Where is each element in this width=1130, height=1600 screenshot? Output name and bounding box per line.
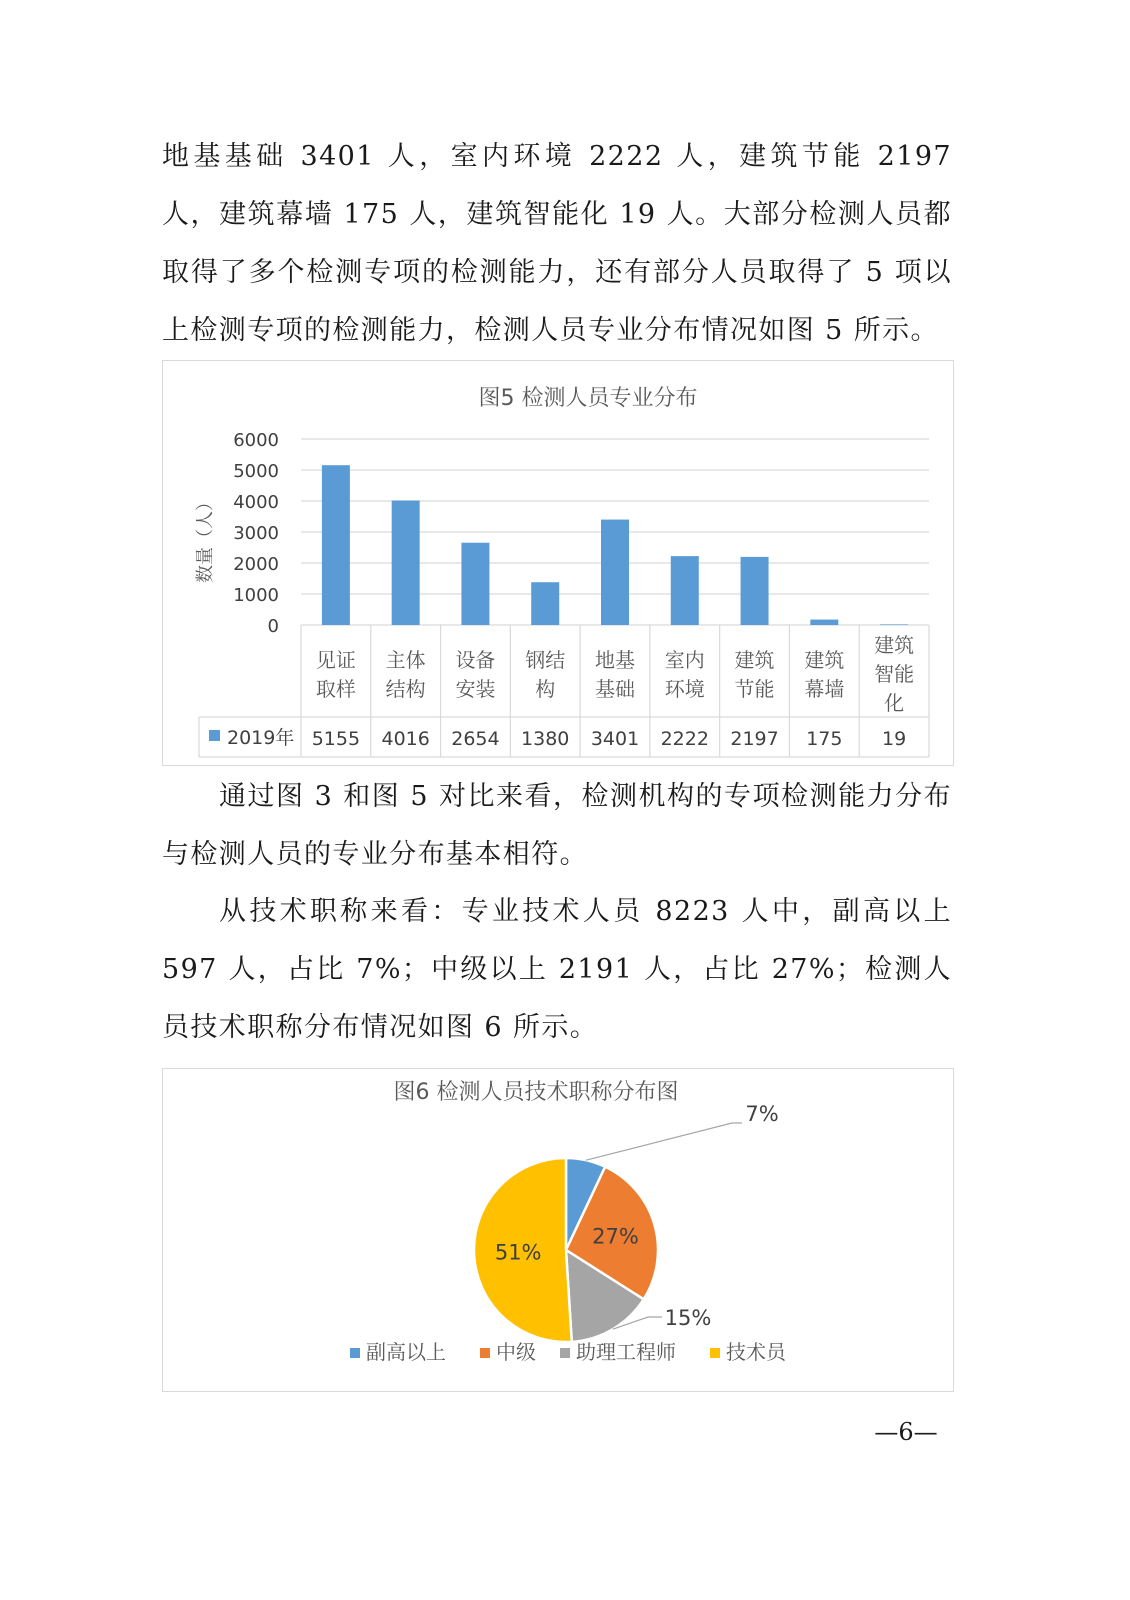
y-tick-label: 6000 <box>233 430 279 451</box>
category-label: 建筑 <box>804 648 845 672</box>
y-tick-label: 5000 <box>233 461 279 482</box>
data-table-value: 4016 <box>381 728 430 750</box>
data-table-value: 1380 <box>521 728 570 750</box>
category-label: 建筑 <box>874 633 915 657</box>
pie-data-label: 15% <box>664 1306 712 1330</box>
category-label: 幕墙 <box>804 677 845 701</box>
category-label: 构 <box>535 677 556 701</box>
y-tick-label: 4000 <box>233 492 279 513</box>
leader-line <box>586 1123 742 1160</box>
pie-data-label: 27% <box>592 1224 639 1249</box>
bar <box>531 582 559 625</box>
page-number: —6— <box>874 1418 938 1446</box>
legend-label: 中级 <box>496 1340 536 1364</box>
data-table-value: 2222 <box>660 728 709 750</box>
data-table-value: 175 <box>806 728 843 750</box>
category-label: 智能 <box>874 662 915 686</box>
data-table-value: 2197 <box>730 728 779 750</box>
y-tick-label: 1000 <box>233 585 279 606</box>
bar <box>461 543 489 625</box>
bar <box>601 520 629 625</box>
category-label: 结构 <box>385 677 426 701</box>
category-label: 室内 <box>664 648 705 672</box>
category-label: 节能 <box>734 677 775 701</box>
bar-chart-fig5 <box>162 360 954 766</box>
legend-swatch <box>480 1348 490 1358</box>
chart-title: 图6 检测人员技术职称分布图 <box>393 1080 679 1105</box>
category-label: 地基 <box>595 648 635 672</box>
category-label: 主体 <box>385 648 426 672</box>
category-label: 化 <box>884 691 905 715</box>
category-label: 钢结 <box>525 648 566 672</box>
pie-data-label: 51% <box>494 1240 542 1265</box>
pie-chart-fig6 <box>162 1068 954 1392</box>
legend-label: 技术员 <box>726 1340 786 1364</box>
bar <box>741 557 769 625</box>
legend-label: 副高以上 <box>366 1340 446 1364</box>
pie-data-label: 7% <box>745 1102 779 1126</box>
y-axis-title: 数量（人） <box>195 493 216 583</box>
category-label: 基础 <box>595 677 635 701</box>
paragraph-1: 地基基础 3401 人，室内环境 2222 人，建筑节能 2197 人，建筑幕墙 175 人，建筑智能化 19 人。大部分检测人员都取得了多个检测专项的检测能力，还有部分人员取得了 5 项以上检测专项的检测能力，检测人员专业分布情况如图 5 所示。 <box>162 141 952 346</box>
y-tick-label: 3000 <box>233 523 279 544</box>
paragraph-3: 从技术职称来看：专业技术人员 8223 人中，副高以上 597 人，占比 7%；中级以上 2191 人，占比 27%；检测人员技术职称分布情况如图 6 所示。 <box>162 896 952 1043</box>
bar <box>671 556 699 625</box>
legend-swatch <box>209 730 220 741</box>
category-label: 见证 <box>315 648 356 672</box>
legend-label: 助理工程师 <box>576 1340 676 1364</box>
y-tick-label: 0 <box>267 616 279 637</box>
bar <box>880 624 908 625</box>
category-label: 安装 <box>455 677 496 701</box>
category-label: 建筑 <box>734 648 775 672</box>
bar <box>322 465 350 625</box>
data-table-value: 3401 <box>590 728 640 750</box>
category-label: 环境 <box>664 677 705 701</box>
legend-swatch <box>710 1348 720 1358</box>
category-label: 取样 <box>315 677 356 701</box>
data-table-value: 19 <box>882 728 907 750</box>
pie-chart-svg <box>163 1069 953 1391</box>
data-table-value: 5155 <box>311 728 361 750</box>
category-label: 设备 <box>455 648 496 672</box>
legend-label: 2019年 <box>227 727 295 749</box>
y-tick-label: 2000 <box>233 554 279 575</box>
bar <box>392 501 420 625</box>
legend-swatch <box>560 1348 570 1358</box>
legend-swatch <box>350 1348 360 1358</box>
bar <box>810 620 838 625</box>
paragraph-2: 通过图 3 和图 5 对比来看，检测机构的专项检测能力分布与检测人员的专业分布基本相符。 <box>162 781 952 870</box>
bar-chart-svg <box>163 361 953 765</box>
chart-title: 图5 检测人员专业分布 <box>478 386 698 411</box>
data-table-value: 2654 <box>451 728 500 750</box>
